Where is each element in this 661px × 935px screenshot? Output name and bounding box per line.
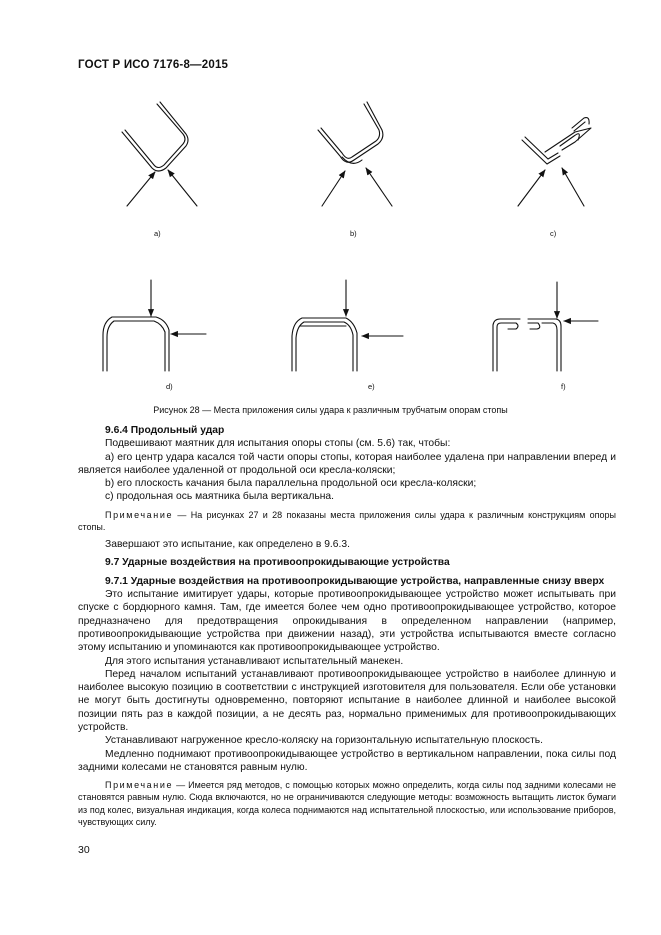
section-971-paragraph-2: Для этого испытания устанавливают испытательный манекен. bbox=[105, 655, 404, 667]
section-971-paragraph-3: Перед началом испытаний устанавливают противоопрокидывающее устройство в наиболее длинную и наиболее высокую позицию в соответствии с инструкцией изготовителя для пользователя. Если обе установки не могут быть достигнуты одновременно, повторяют испытание в наиболее длинной и наиболее высокой позиции пять раз в каждой позиции, а не десять раз, нормально применимых для противоопрокидывающих устройств. bbox=[78, 668, 616, 734]
figure-28-drawings bbox=[0, 0, 661, 400]
figure-caption: Рисунок 28 — Места приложения силы удара к различным трубчатым опорам стопы bbox=[153, 405, 508, 415]
figure-label-b: b) bbox=[350, 229, 357, 238]
figure-label-d: d) bbox=[166, 382, 173, 391]
footrest-f-drawing bbox=[493, 282, 598, 371]
document-body bbox=[78, 424, 616, 828]
section-964-intro: Подвешивают маятник для испытания опоры стопы (см. 5.6) так, чтобы: bbox=[105, 438, 451, 450]
footrest-e-drawing bbox=[292, 280, 403, 371]
section-964-item-c: c) продольная ось маятника была вертикальна. bbox=[105, 491, 334, 503]
note-text: — На рисунках 27 и 28 показаны места приложения силы удара к различным конструкциям опоры стопы. bbox=[78, 509, 616, 532]
section-971-note bbox=[78, 779, 616, 828]
section-971-paragraph-5: Медленно поднимают противоопрокидывающее устройство в вертикальном направлении, пока силы под задними колесами не становятся равным нулю. bbox=[78, 748, 616, 773]
section-964-item-b: b) его плоскость качания была параллельна продольной оси кресла-коляски; bbox=[105, 478, 477, 490]
footrest-b-drawing bbox=[318, 102, 392, 206]
section-971-heading: 9.7.1 Ударные воздействия на противоопрокидывающие устройства, направленные снизу вверх bbox=[105, 575, 605, 587]
footrest-c-drawing bbox=[518, 118, 591, 206]
section-964-closing: Завершают это испытание, как определено в 9.6.3. bbox=[105, 539, 350, 551]
note-word: Примечание bbox=[105, 780, 174, 791]
page-number: 30 bbox=[78, 844, 90, 856]
figure-label-e: e) bbox=[368, 382, 375, 391]
section-964-heading: 9.6.4 Продольный удар bbox=[105, 425, 225, 436]
section-971-paragraph-1: Это испытание имитирует удары, которые противоопрокидывающее устройство может испытывать при спуске с бордюрного камня. Там, где имеется более чем одно противоопрокидывающее устройство, которое предназначено для предотвращения опрокидывания в определенном направлении (например, противоопрокидывающие устройства при движении назад), эти устройства испытываются вместе согласно этому испытанию и упоминаются как противоопрокидывающее устройство. bbox=[78, 589, 616, 654]
figure-label-c: c) bbox=[550, 229, 557, 238]
footrest-d-drawing bbox=[103, 280, 206, 371]
section-964-note bbox=[78, 509, 616, 533]
figure-label-a: a) bbox=[154, 229, 161, 238]
note-text: — Имеется ряд методов, с помощью которых можно определить, когда силы под задними колесами не становятся равным нулю. Сюда включаются, но не ограничиваются следующие методы: возможность вытащить листок бумаги из под колес, визуальная индикация, когда колеса поднимаются над испытательной плоскостью, или использование приборов, чувствующих силу. bbox=[78, 780, 616, 827]
section-971-paragraph-4: Устанавливают нагруженное кресло-коляску на горизонтальную испытательную плоскость. bbox=[105, 735, 544, 747]
footrest-a-drawing bbox=[122, 102, 197, 206]
section-964-item-a: a) его центр удара касался той части опоры стопы, которая наиболее удалена при направлении вперед и является наиболее удаленной от продольной оси кресла-коляски; bbox=[78, 451, 616, 476]
note-word: Примечание bbox=[105, 509, 174, 520]
section-97-heading: 9.7 Ударные воздействия на противоопрокидывающие устройства bbox=[105, 557, 450, 569]
figure-label-f: f) bbox=[561, 382, 566, 391]
document-header: ГОСТ Р ИСО 7176-8—2015 bbox=[78, 59, 229, 71]
